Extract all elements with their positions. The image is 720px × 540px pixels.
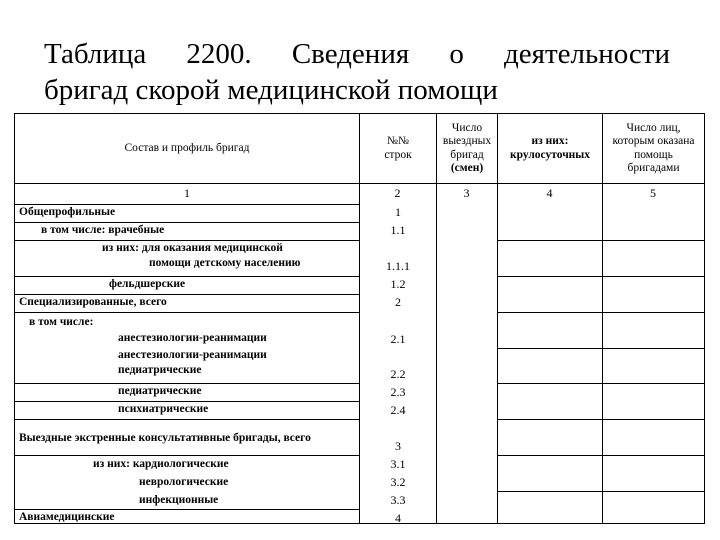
row-code: 1.1	[390, 223, 406, 237]
row-code: 4	[395, 511, 401, 525]
row-divider	[497, 240, 704, 241]
row-divider	[497, 348, 704, 349]
page-title	[44, 36, 670, 108]
row-divider	[497, 419, 704, 420]
row-divider	[497, 276, 704, 277]
row-label-children-1: из них: для оказания медицинской	[102, 242, 283, 254]
brigades-table	[14, 113, 705, 524]
row-code: 3.2	[390, 475, 406, 489]
row-label-children-2: помощи детскому населению	[149, 257, 301, 269]
row-label-specialized: Специализированные, всего	[19, 296, 167, 308]
row-label-aviamedical: Авиамедицинские	[19, 511, 115, 523]
row-divider	[15, 294, 359, 295]
row-code: 3.3	[390, 493, 406, 507]
column-divider	[602, 184, 603, 523]
row-label-neurology: неврологические	[139, 476, 229, 488]
header-brigades-text: Число выездных бригад	[442, 121, 492, 161]
row-label-cardiology: из них: кардиологические	[93, 458, 229, 470]
row-code: 2.4	[390, 403, 406, 417]
header-shifts-text: (смен)	[450, 162, 484, 174]
title-line-2: бригад скорой медицинской помощи	[44, 74, 498, 106]
row-divider	[15, 222, 359, 223]
row-divider	[497, 455, 704, 456]
column-number-4: 4	[546, 186, 553, 200]
row-divider	[15, 419, 359, 420]
row-code: 2.3	[390, 385, 406, 399]
column-number-2: 2	[394, 186, 401, 200]
row-label-anesthesiology-ped-1: анестезиологии-реанимации	[118, 349, 267, 361]
row-label-anesthesiology: анестезиологии-реанимации	[118, 332, 267, 344]
column-number-5: 5	[650, 186, 656, 200]
row-label-paramedic: фельдшерские	[109, 278, 186, 290]
row-divider	[15, 240, 359, 241]
row-label-pediatric: педиатрические	[118, 385, 202, 397]
header-round-clock: из них: крулосуточных	[497, 114, 602, 184]
column-divider	[497, 184, 498, 523]
row-divider	[497, 312, 704, 313]
row-code: 1.2	[390, 277, 406, 291]
row-label-anesthesiology-ped-2: педиатрические	[118, 364, 202, 376]
row-divider	[15, 204, 359, 205]
row-code: 1.1.1	[386, 259, 410, 273]
row-divider	[497, 383, 704, 384]
row-divider	[15, 401, 359, 402]
header-composition: Состав и профиль бригад	[15, 114, 359, 184]
header-persons: Число лиц, которым оказана помощь бригадами	[602, 114, 704, 184]
row-label-psychiatric: психиатрические	[118, 403, 209, 415]
row-divider	[15, 455, 359, 456]
header-brigades	[436, 114, 497, 184]
header-row-number: №№ строк	[359, 114, 436, 184]
row-label-doctors: в том числе: врачебные	[41, 224, 165, 236]
row-label-general: Общепрофильные	[19, 206, 116, 218]
row-divider	[497, 491, 704, 492]
row-code: 1	[395, 205, 401, 219]
row-code: 2.1	[390, 332, 406, 346]
title-line-1: Таблица 2200. Сведения о деятельности	[44, 38, 670, 70]
row-divider	[15, 509, 359, 510]
row-code: 2.2	[390, 367, 406, 381]
row-label-infectious: инфекционные	[139, 494, 219, 506]
row-code: 3.1	[390, 457, 406, 471]
column-number-3: 3	[463, 186, 470, 200]
row-divider	[15, 383, 359, 384]
row-divider	[15, 276, 359, 277]
row-code: 2	[395, 295, 401, 309]
column-number-1: 1	[184, 186, 190, 200]
row-divider	[15, 312, 359, 313]
row-label-consultative: Выездные экстренные консультативные бригады, всего	[19, 432, 311, 444]
row-code: 3	[395, 439, 401, 453]
row-label-including: в том числе:	[29, 316, 94, 328]
